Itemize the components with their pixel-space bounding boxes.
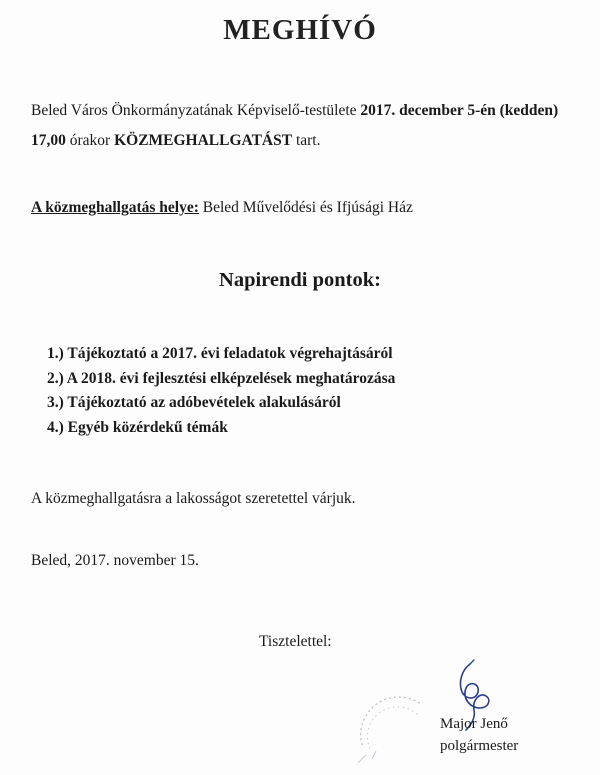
signer-name: Major Jenő bbox=[440, 716, 508, 732]
document-title: MEGHÍVÓ bbox=[223, 14, 377, 46]
intro-text-3: tart. bbox=[292, 132, 321, 149]
agenda-list bbox=[47, 342, 395, 440]
agenda-item: 4.) Egyéb közérdekű témák bbox=[47, 418, 228, 436]
agenda-item: 3.) Tájékoztató az adóbevételek alakulásáról bbox=[47, 394, 341, 411]
agenda-item: 1.) Tájékoztató a 2017. évi feladatok végrehajtásáról bbox=[47, 345, 393, 362]
intro-paragraph bbox=[31, 96, 576, 156]
signer-position: polgármester bbox=[440, 738, 519, 754]
event-name: KÖZMEGHALLGATÁST bbox=[114, 132, 293, 149]
venue-value: Beled Művelődési és Ifjúsági Ház bbox=[198, 199, 413, 216]
intro-text-1: Beled Város Önkormányzatának Képviselő-testülete bbox=[31, 102, 361, 119]
regards: Tisztelettel: bbox=[259, 633, 332, 650]
official-stamp-icon bbox=[352, 685, 442, 775]
agenda-title: Napirendi pontok: bbox=[219, 269, 381, 291]
closing-sentence: A közmeghallgatásra a lakosságot szeretettel várjuk. bbox=[31, 490, 356, 507]
dateline: Beled, 2017. november 15. bbox=[31, 552, 199, 569]
signer-block bbox=[440, 713, 518, 757]
venue-label: A közmeghallgatás helye: bbox=[31, 199, 199, 216]
agenda-item: 2.) A 2018. évi fejlesztési elképzelések meghatározása bbox=[47, 369, 396, 387]
venue-line bbox=[31, 199, 413, 217]
meeting-date: 2017. december 5-én (kedden) 17,00 bbox=[31, 102, 559, 149]
intro-text-2: órakor bbox=[65, 132, 115, 149]
